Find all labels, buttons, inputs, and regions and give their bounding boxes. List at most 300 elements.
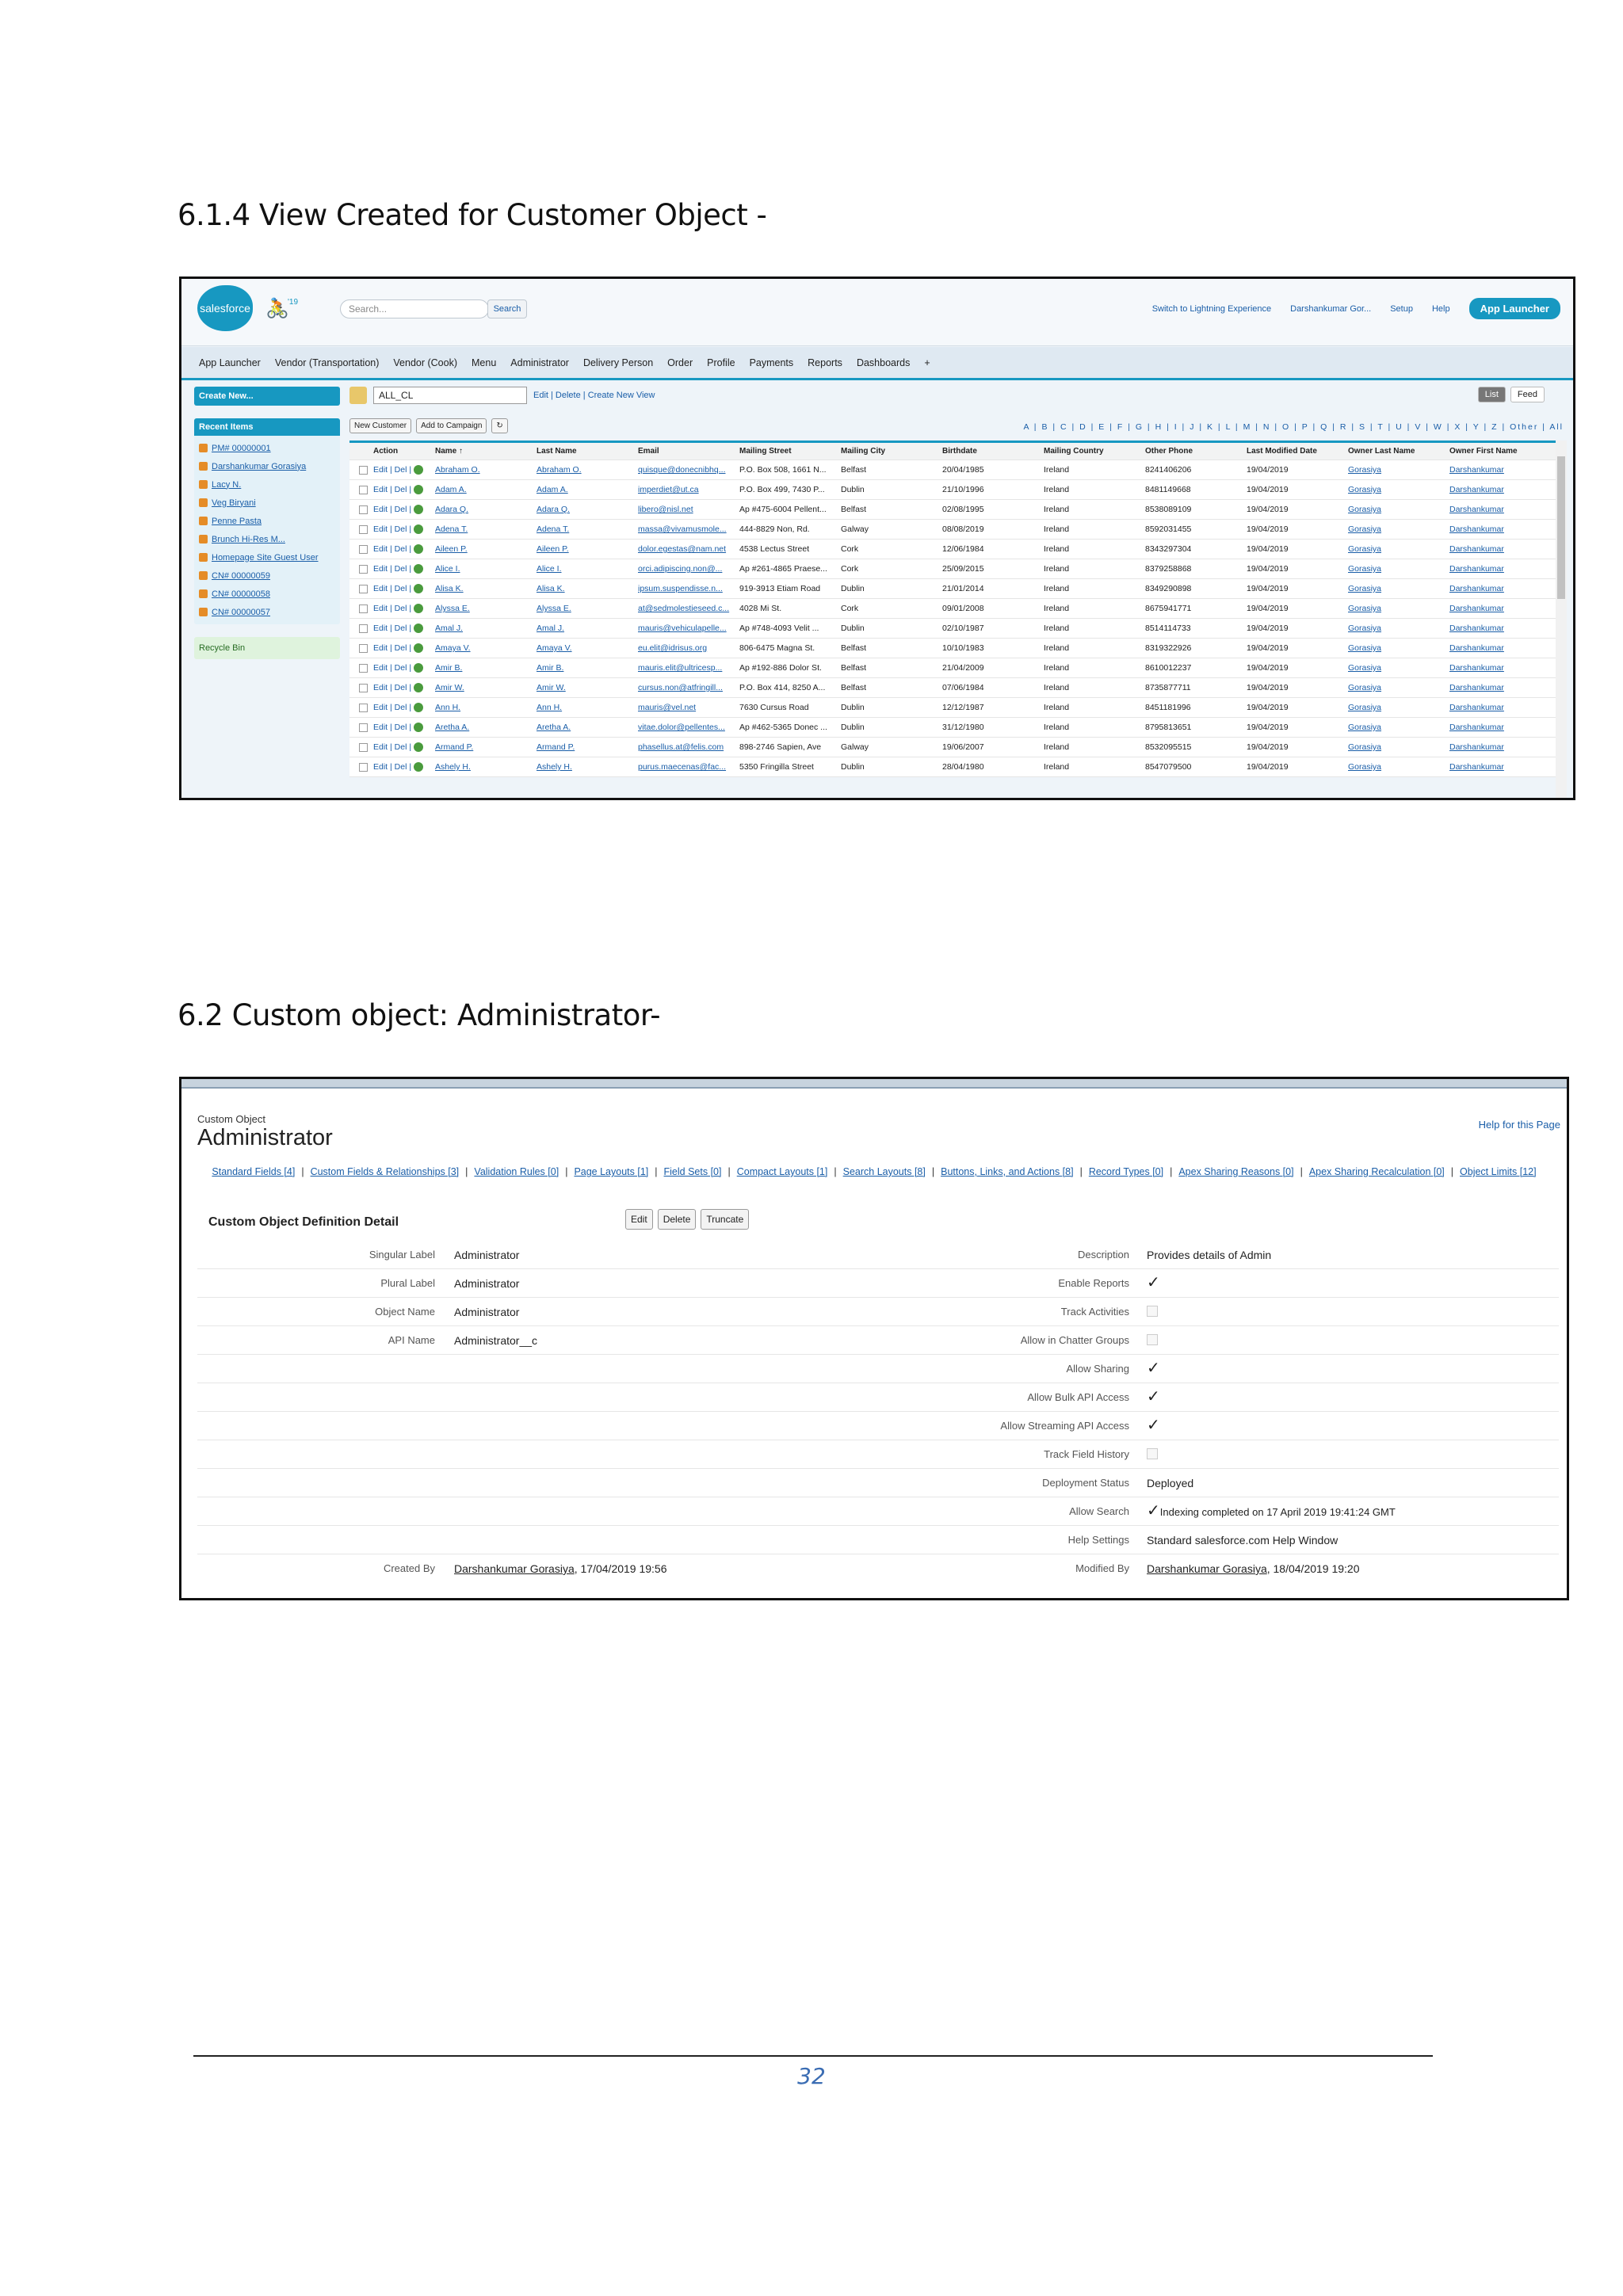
row-actions[interactable] [369, 683, 430, 692]
action-links[interactable]: Edit | Del | [373, 643, 412, 653]
related-link[interactable]: Apex Sharing Reasons [0] [1178, 1166, 1294, 1177]
field-value [1147, 1249, 1271, 1261]
table-scrollbar[interactable] [1556, 441, 1567, 798]
table-cell[interactable]: Gorasiya [1348, 624, 1382, 633]
action-links[interactable]: Edit | Del | [373, 603, 412, 613]
table-cell[interactable]: Aileen P. [537, 544, 569, 554]
table-cell[interactable]: Adam A. [537, 485, 568, 494]
tab-item[interactable]: Delivery Person [582, 357, 654, 368]
table-cell[interactable]: Amal J. [435, 624, 464, 633]
action-links[interactable]: Edit | Del | [373, 702, 412, 712]
table-cell[interactable]: Adara Q. [537, 505, 571, 514]
table-cell[interactable]: Darshankumar [1449, 723, 1504, 732]
row-actions[interactable] [369, 465, 430, 475]
related-link[interactable]: Search Layouts [8] [842, 1166, 926, 1177]
recent-item[interactable] [194, 457, 340, 475]
tab-item[interactable]: Reports [808, 357, 842, 368]
row-actions[interactable] [369, 762, 430, 772]
salesforce-logo[interactable]: salesforce [197, 285, 253, 331]
row-checkbox[interactable] [359, 565, 368, 574]
table-cell[interactable]: Gorasiya [1348, 762, 1382, 772]
recent-item-label[interactable]: Darshankumar Gorasiya [212, 461, 307, 471]
switch-lightning-link[interactable]: Switch to Lightning Experience [1151, 303, 1272, 314]
table-cell: Cork [841, 564, 859, 574]
created-by-user-link[interactable]: Darshankumar Gorasiya [454, 1562, 575, 1575]
column-header[interactable]: Other Phone [1145, 447, 1193, 456]
row-actions[interactable] [369, 703, 430, 712]
column-header[interactable]: Owner Last Name [1348, 447, 1415, 456]
modified-by-date: , 18/04/2019 19:20 [1266, 1562, 1360, 1575]
app-launcher-button[interactable]: App Launcher [1469, 298, 1560, 319]
status-icon [414, 584, 423, 593]
field-value [1147, 1534, 1338, 1547]
related-link[interactable]: Apex Sharing Recalculation [0] [1308, 1166, 1445, 1177]
table-cell: 12/06/1984 [942, 544, 984, 554]
row-actions[interactable] [369, 544, 430, 554]
recent-item-label[interactable]: Penne Pasta [212, 516, 262, 526]
row-checkbox[interactable] [359, 743, 368, 752]
field-label: Object Name [375, 1306, 435, 1318]
related-link[interactable]: Page Layouts [1] [574, 1166, 649, 1177]
recent-item-label[interactable]: CN# 00000059 [212, 570, 271, 581]
row-checkbox[interactable] [359, 585, 368, 593]
table-cell: 4538 Lectus Street [739, 544, 810, 554]
related-link[interactable]: Record Types [0] [1088, 1166, 1164, 1177]
recent-item-label[interactable]: CN# 00000057 [212, 607, 271, 617]
recent-item-label[interactable]: Homepage Site Guest User [212, 552, 319, 563]
related-link[interactable]: Validation Rules [0] [474, 1166, 559, 1177]
action-links[interactable]: Edit | Del | [373, 524, 412, 534]
row-checkbox[interactable] [359, 704, 368, 712]
recent-item-label[interactable]: CN# 00000058 [212, 589, 271, 599]
status-icon [414, 524, 423, 534]
table-cell[interactable]: Abraham O. [435, 465, 480, 475]
list-view [349, 387, 1567, 798]
field-label: Description [1077, 1249, 1129, 1261]
table-cell: 8514114733 [1145, 624, 1191, 633]
link-separator: | [834, 1166, 837, 1177]
table-cell[interactable]: Gorasiya [1348, 742, 1382, 752]
recent-item[interactable] [194, 548, 340, 566]
contact-icon [349, 387, 367, 404]
table-cell[interactable]: vitae.dolor@pellentes... [638, 723, 725, 732]
action-links[interactable]: Edit | Del | [373, 722, 412, 732]
table-cell: 19/04/2019 [1247, 604, 1289, 613]
action-links[interactable]: Edit | Del | [373, 583, 412, 593]
action-links[interactable]: Edit | Del | [373, 504, 412, 514]
table-cell[interactable]: Gorasiya [1348, 584, 1382, 593]
row-actions[interactable] [369, 624, 430, 633]
tab-item[interactable]: App Launcher [199, 357, 261, 368]
recent-item[interactable] [194, 585, 340, 603]
action-links[interactable]: Edit | Del | [373, 464, 412, 475]
table-cell: 4028 Mi St. [739, 604, 782, 613]
table-cell[interactable]: Gorasiya [1348, 465, 1382, 475]
row-checkbox[interactable] [359, 763, 368, 772]
column-header[interactable]: Last Modified Date [1247, 447, 1317, 456]
field-label: Allow Bulk API Access [1027, 1391, 1129, 1403]
detail-row [197, 1326, 1559, 1355]
column-header[interactable]: Mailing Street [739, 447, 792, 456]
action-links[interactable]: Edit | Del | [373, 623, 412, 633]
table-cell[interactable]: Darshankumar [1449, 683, 1504, 692]
table-cell[interactable]: Amir B. [435, 663, 463, 673]
field-label: Help Settings [1067, 1534, 1129, 1546]
table-cell[interactable]: Amir W. [537, 683, 566, 692]
table-cell[interactable]: Gorasiya [1348, 683, 1382, 692]
table-cell: 8547079500 [1145, 762, 1192, 772]
row-actions[interactable] [369, 723, 430, 732]
table-cell: 7630 Cursus Road [739, 703, 809, 712]
table-cell: 8675941771 [1145, 604, 1192, 613]
alphabet-filter[interactable]: A | B | C | D | E | F | G | H | I | J | K | L | M | N | O | P | Q | R | S | T | U | V | W | X | Y | Z | Other | All [1023, 422, 1564, 432]
table-cell[interactable]: Darshankumar [1449, 465, 1504, 475]
row-checkbox[interactable] [359, 505, 368, 514]
table-cell[interactable]: Abraham O. [537, 465, 582, 475]
row-actions[interactable] [369, 584, 430, 593]
recent-item[interactable] [194, 475, 340, 494]
related-link[interactable]: Object Limits [12] [1460, 1166, 1537, 1177]
table-cell[interactable]: Darshankumar [1449, 663, 1504, 673]
help-link[interactable]: Help [1431, 303, 1450, 314]
recent-item-label[interactable]: Brunch Hi-Res M... [212, 534, 285, 544]
recent-item[interactable] [194, 566, 340, 585]
field-label: Plural Label [380, 1277, 435, 1289]
table-cell: 8735877711 [1145, 683, 1191, 692]
help-link[interactable]: Help for this Page [1478, 1119, 1560, 1131]
created-by-value [454, 1562, 667, 1575]
row-actions[interactable] [369, 564, 430, 574]
table-cell: Dublin [841, 762, 865, 772]
table-cell[interactable]: Armand P. [435, 742, 474, 752]
recent-item[interactable] [194, 603, 340, 621]
status-icon [414, 683, 423, 692]
row-checkbox[interactable] [359, 525, 368, 534]
table-cell[interactable]: Amaya V. [435, 643, 471, 653]
table-cell[interactable]: massa@vivamusmole... [638, 524, 727, 534]
table-cell: 444-8829 Non, Rd. [739, 524, 810, 534]
row-checkbox-cell [349, 525, 369, 534]
create-new-button[interactable]: Create New... [194, 387, 340, 406]
modified-by-user-link[interactable]: Darshankumar Gorasiya [1147, 1562, 1267, 1575]
view-select[interactable]: ALL_CL [373, 387, 527, 404]
table-cell[interactable]: Gorasiya [1348, 604, 1382, 613]
table-cell[interactable]: Ashely H. [537, 762, 572, 772]
detail-row [197, 1383, 1559, 1412]
related-link[interactable]: Buttons, Links, and Actions [8] [941, 1166, 1074, 1177]
action-button[interactable]: Edit [625, 1209, 653, 1230]
field-value [1147, 1477, 1193, 1489]
table-row [349, 520, 1567, 540]
table-cell[interactable]: at@sedmolestieseed.c... [638, 604, 730, 613]
unchecked-box [1147, 1334, 1158, 1345]
status-icon [414, 564, 423, 574]
table-cell[interactable]: Darshankumar [1449, 584, 1504, 593]
detail-row [197, 1526, 1559, 1554]
new-customer-button[interactable]: New Customer [349, 418, 411, 433]
status-icon [414, 703, 423, 712]
tab-item[interactable]: Administrator [510, 357, 569, 368]
row-checkbox[interactable] [359, 624, 368, 633]
column-header[interactable]: Mailing City [841, 447, 886, 456]
customer-view-screenshot [179, 277, 1575, 800]
table-cell[interactable]: Adena T. [537, 524, 570, 534]
setup-link[interactable]: Setup [1390, 303, 1413, 314]
recent-item[interactable] [194, 512, 340, 530]
table-cell[interactable]: mauris@vehiculapelle... [638, 624, 727, 633]
column-header[interactable]: Birthdate [942, 447, 977, 456]
tab-item[interactable]: Vendor (Transportation) [274, 357, 380, 368]
tab-item[interactable]: + [924, 357, 930, 368]
field-value [1147, 1448, 1158, 1462]
add-to-campaign-button[interactable]: Add to Campaign [416, 418, 487, 433]
column-header[interactable]: Name ↑ [435, 447, 464, 456]
table-cell[interactable]: Ashely H. [435, 762, 471, 772]
detail-row [197, 1269, 1559, 1298]
tab-item[interactable]: Order [667, 357, 693, 368]
table-cell[interactable]: mauris@vel.net [638, 703, 697, 712]
table-cell[interactable]: Aretha A. [537, 723, 571, 732]
created-modified-row [197, 1554, 1559, 1583]
table-cell[interactable]: Gorasiya [1348, 544, 1382, 554]
table-cell[interactable]: orci.adipiscing.non@... [638, 564, 723, 574]
table-cell[interactable]: Amal J. [537, 624, 565, 633]
table-cell[interactable]: ipsum.suspendisse.n... [638, 584, 723, 593]
table-cell[interactable]: Gorasiya [1348, 485, 1382, 494]
table-cell[interactable]: cursus.non@atfringill... [638, 683, 723, 692]
field-label: Track Activities [1060, 1306, 1129, 1318]
table-cell: 12/12/1987 [942, 703, 984, 712]
action-links[interactable]: Edit | Del | [373, 742, 412, 752]
row-actions[interactable] [369, 524, 430, 534]
header-links [1152, 298, 1560, 319]
row-checkbox-cell [349, 743, 369, 752]
row-checkbox[interactable] [359, 545, 368, 554]
table-cell[interactable]: dolor.egestas@nam.net [638, 544, 727, 554]
table-cell[interactable]: Alyssa E. [537, 604, 571, 613]
row-checkbox[interactable] [359, 605, 368, 613]
table-cell[interactable]: Darshankumar [1449, 564, 1504, 574]
table-cell[interactable]: Alice I. [537, 564, 562, 574]
table-cell: 19/06/2007 [942, 742, 984, 752]
column-header[interactable]: Email [638, 447, 659, 456]
table-cell: Ireland [1044, 564, 1070, 574]
table-cell: 19/04/2019 [1247, 742, 1289, 752]
table-cell[interactable]: Adena T. [435, 524, 468, 534]
view-links[interactable]: Edit | Delete | Create New View [533, 391, 655, 400]
modified-by-value [1147, 1562, 1360, 1575]
related-link[interactable]: Compact Layouts [1] [736, 1166, 828, 1177]
table-cell[interactable]: Aileen P. [435, 544, 468, 554]
table-cell[interactable]: Aretha A. [435, 723, 470, 732]
table-cell[interactable]: Darshankumar [1449, 762, 1504, 772]
table-cell[interactable]: Gorasiya [1348, 524, 1382, 534]
table-cell: 19/04/2019 [1247, 762, 1289, 772]
table-cell[interactable]: Darshankumar [1449, 604, 1504, 613]
field-value-text: Standard salesforce.com Help Window [1147, 1534, 1338, 1547]
refresh-icon[interactable]: ↻ [491, 418, 507, 433]
action-links[interactable]: Edit | Del | [373, 543, 412, 554]
table-cell[interactable]: Ann H. [435, 703, 461, 712]
customer-table [349, 441, 1567, 777]
table-cell[interactable]: Alisa K. [435, 584, 464, 593]
field-label: Allow Search [1069, 1505, 1129, 1517]
action-links[interactable]: Edit | Del | [373, 484, 412, 494]
table-cell[interactable]: purus.maecenas@fac... [638, 762, 727, 772]
tab-item[interactable]: Vendor (Cook) [393, 357, 458, 368]
table-cell[interactable]: Amir B. [537, 663, 564, 673]
table-cell[interactable]: Gorasiya [1348, 723, 1382, 732]
table-cell: Ireland [1044, 584, 1070, 593]
table-cell: 19/04/2019 [1247, 624, 1289, 633]
action-button[interactable]: Delete [658, 1209, 697, 1230]
table-cell: Belfast [841, 465, 867, 475]
action-links[interactable]: Edit | Del | [373, 761, 412, 772]
table-cell[interactable]: Darshankumar [1449, 703, 1504, 712]
status-icon [414, 544, 423, 554]
table-cell[interactable]: phasellus.at@felis.com [638, 742, 724, 752]
table-cell[interactable]: Amir W. [435, 683, 464, 692]
list-toggle[interactable]: List [1478, 387, 1506, 402]
table-cell[interactable]: Darshankumar [1449, 485, 1504, 494]
link-separator: | [727, 1166, 731, 1177]
table-cell[interactable]: Darshankumar [1449, 524, 1504, 534]
action-button[interactable]: Truncate [701, 1209, 749, 1230]
table-cell: Ireland [1044, 742, 1070, 752]
table-cell: 8532095515 [1145, 742, 1192, 752]
table-cell: 19/04/2019 [1247, 544, 1289, 554]
table-cell[interactable]: libero@nisl.net [638, 505, 693, 514]
table-cell[interactable]: Darshankumar [1449, 643, 1504, 653]
table-row [349, 500, 1567, 520]
table-cell: Ap #475-6004 Pellent... [739, 505, 827, 514]
action-links[interactable]: Edit | Del | [373, 563, 412, 574]
table-cell: 8343297304 [1145, 544, 1192, 554]
table-cell[interactable]: Armand P. [537, 742, 575, 752]
action-links[interactable]: Edit | Del | [373, 662, 412, 673]
table-cell[interactable]: Adam A. [435, 485, 467, 494]
table-cell[interactable]: Ann H. [537, 703, 563, 712]
action-links[interactable]: Edit | Del | [373, 682, 412, 692]
row-checkbox[interactable] [359, 644, 368, 653]
table-cell[interactable]: imperdiet@ut.ca [638, 485, 699, 494]
row-checkbox-cell [349, 605, 369, 613]
status-icon [414, 742, 423, 752]
related-link[interactable]: Custom Fields & Relationships [3] [310, 1166, 460, 1177]
detail-row [197, 1440, 1559, 1469]
row-actions[interactable] [369, 643, 430, 653]
row-checkbox[interactable] [359, 466, 368, 475]
search-button[interactable]: Search [487, 299, 527, 318]
user-menu[interactable]: Darshankumar Gor... [1290, 303, 1372, 314]
related-link[interactable]: Field Sets [0] [663, 1166, 722, 1177]
row-actions[interactable] [369, 485, 430, 494]
table-cell: P.O. Box 414, 8250 A... [739, 683, 826, 692]
link-separator: | [465, 1166, 468, 1177]
recent-item-label[interactable]: Veg Biryani [212, 498, 256, 508]
table-row [349, 658, 1567, 678]
table-cell: 19/04/2019 [1247, 723, 1289, 732]
table-cell[interactable]: Gorasiya [1348, 564, 1382, 574]
row-checkbox[interactable] [359, 486, 368, 494]
tab-item[interactable]: Profile [707, 357, 735, 368]
field-value: Administrator [454, 1277, 520, 1290]
object-type-label: Custom Object [197, 1113, 265, 1125]
column-header[interactable]: Owner First Name [1449, 447, 1518, 456]
column-header: Action [373, 447, 399, 456]
tab-item[interactable]: Payments [749, 357, 794, 368]
table-cell[interactable]: Darshankumar [1449, 624, 1504, 633]
table-cell[interactable]: eu.elit@idrisus.org [638, 643, 708, 653]
table-cell: Ireland [1044, 544, 1070, 554]
table-cell[interactable]: Amaya V. [537, 643, 572, 653]
column-header[interactable]: Mailing Country [1044, 447, 1104, 456]
row-checkbox[interactable] [359, 664, 368, 673]
table-cell[interactable]: mauris.elit@ultricesp... [638, 663, 723, 673]
search-input[interactable]: Search... [340, 299, 489, 318]
recent-item[interactable] [194, 494, 340, 512]
table-cell[interactable]: quisque@donecnibhq... [638, 465, 726, 475]
recent-item-label[interactable]: PM# 00000001 [212, 443, 271, 453]
table-cell[interactable]: Alisa K. [537, 584, 565, 593]
record-icon [199, 571, 208, 580]
column-header[interactable]: Last Name [537, 447, 577, 456]
table-cell[interactable]: Alyssa E. [435, 604, 470, 613]
tab-item[interactable]: Dashboards [856, 357, 911, 368]
table-cell[interactable]: Alice I. [435, 564, 460, 574]
row-actions[interactable] [369, 505, 430, 514]
detail-rows [197, 1241, 1559, 1583]
record-icon [199, 589, 208, 598]
detail-row [197, 1241, 1559, 1269]
table-row [349, 540, 1567, 559]
tab-item[interactable]: Menu [472, 357, 497, 368]
check-icon: ✓ [1147, 1360, 1160, 1377]
table-cell[interactable]: Darshankumar [1449, 505, 1504, 514]
recent-item-label[interactable]: Lacy N. [212, 479, 242, 490]
unchecked-box [1147, 1306, 1158, 1317]
table-cell[interactable]: Darshankumar [1449, 742, 1504, 752]
table-cell: Ireland [1044, 703, 1070, 712]
row-actions[interactable] [369, 604, 430, 613]
field-label: API Name [388, 1334, 435, 1346]
record-icon [199, 444, 208, 452]
row-checkbox-cell [349, 763, 369, 772]
field-value: Administrator [454, 1249, 520, 1261]
recycle-bin-link[interactable]: Recycle Bin [194, 637, 340, 659]
table-cell[interactable]: Darshankumar [1449, 544, 1504, 554]
row-actions[interactable] [369, 742, 430, 752]
table-cell[interactable]: Gorasiya [1348, 505, 1382, 514]
field-label: Singular Label [369, 1249, 435, 1261]
recent-item[interactable] [194, 530, 340, 548]
table-cell[interactable]: Gorasiya [1348, 643, 1382, 653]
link-separator: | [1300, 1166, 1303, 1177]
table-cell[interactable]: Adara Q. [435, 505, 469, 514]
object-title: Administrator [197, 1125, 333, 1150]
status-icon [414, 485, 423, 494]
field-value [1147, 1274, 1160, 1291]
table-cell: 8379258868 [1145, 564, 1192, 574]
feed-toggle[interactable]: Feed [1510, 387, 1545, 402]
related-link[interactable]: Standard Fields [4] [212, 1166, 296, 1177]
table-cell[interactable]: Gorasiya [1348, 663, 1382, 673]
recent-item[interactable] [194, 439, 340, 457]
row-checkbox[interactable] [359, 723, 368, 732]
table-cell[interactable]: Gorasiya [1348, 703, 1382, 712]
row-actions[interactable] [369, 663, 430, 673]
row-checkbox[interactable] [359, 684, 368, 692]
